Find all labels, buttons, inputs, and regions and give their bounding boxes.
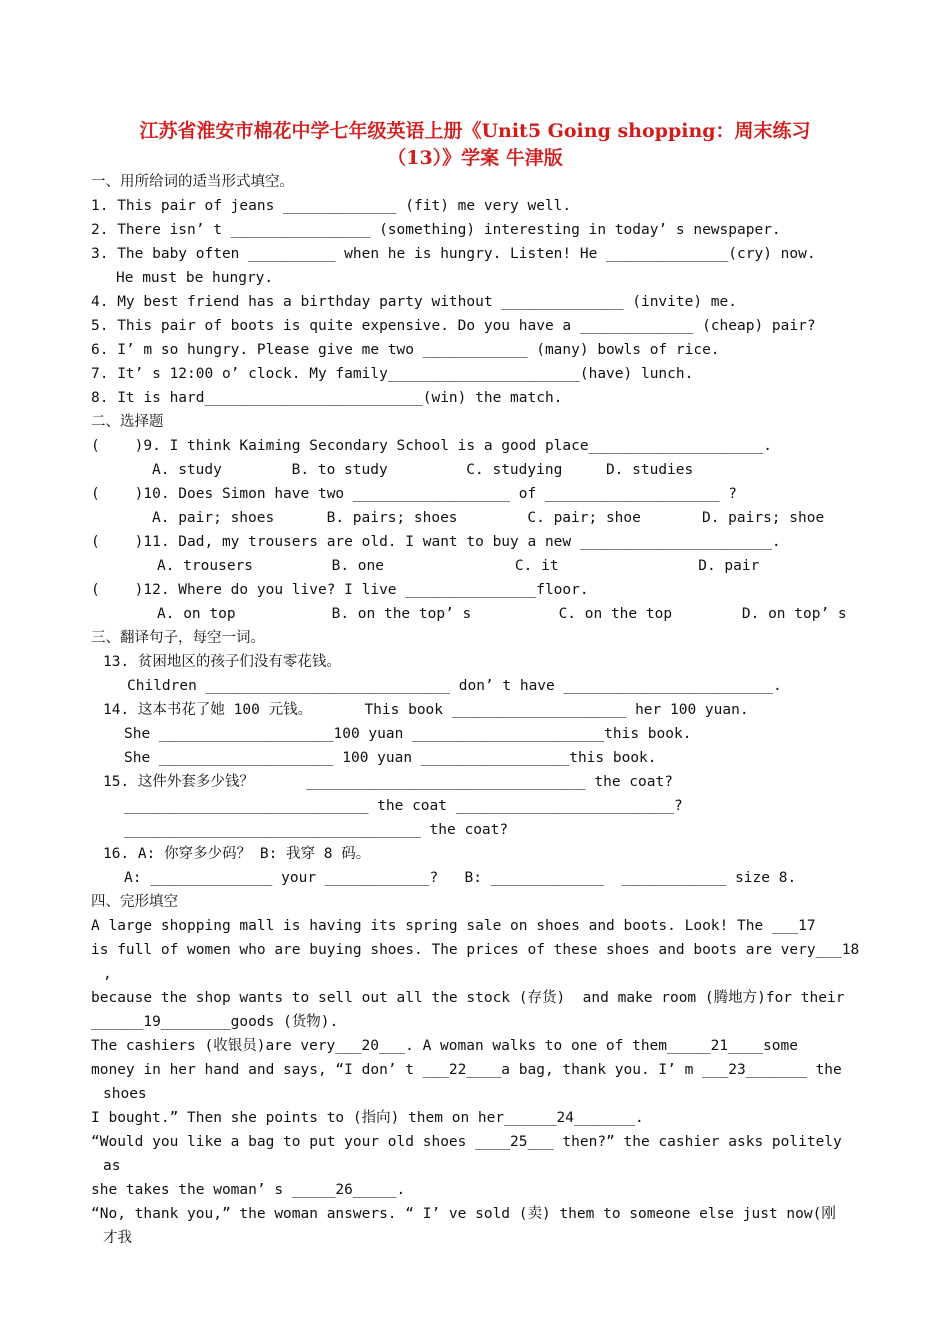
text-line: 4. My best friend has a birthday party without ______________ (invite) me. xyxy=(91,294,738,310)
text-line: 三、翻译句子，每空一词。 xyxy=(91,630,265,646)
text-line: 8. It is hard_________________________(win) the match. xyxy=(91,390,563,406)
text-line: “No, thank you,” the woman answers. “ I’ ve sold (卖) them to someone else just now(刚 xyxy=(91,1206,836,1222)
text-line: A large shopping mall is having its spring sale on shoes and boots. Look! The ___17 xyxy=(91,918,816,934)
text-line: 14. 这本书花了她 100 元钱。 This book ____________________ her 100 yuan. xyxy=(103,702,749,718)
text-line: ( )10. Does Simon have two __________________ of ____________________ ? xyxy=(91,486,738,502)
text-line: 1. This pair of jeans _____________ (fit) me very well. xyxy=(91,198,572,214)
text-line: A. on top B. on the top’ s C. on the top D. on top’ s xyxy=(157,606,847,622)
text-line: ____________________________ the coat _________________________? xyxy=(124,798,683,814)
text-line: She ____________________100 yuan ______________________this book. xyxy=(124,726,692,742)
title-line-2: （13）》学案 牛津版 xyxy=(387,147,563,169)
text-line: is full of women who are buying shoes. The prices of these shoes and boots are very___18 xyxy=(91,942,860,958)
worksheet-title xyxy=(80,118,870,172)
text-line: as xyxy=(103,1158,121,1174)
text-line: The cashiers (收银员)are very___20___. A woman walks to one of them_____21____some xyxy=(91,1038,798,1054)
text-line: __________________________________ the coat? xyxy=(124,822,509,838)
text-line: 7. It’ s 12:00 o’ clock. My family______________________(have) lunch. xyxy=(91,366,694,382)
text-line: 5. This pair of boots is quite expensive. Do you have a _____________ (cheap) pair? xyxy=(91,318,816,334)
text-line: A: ______________ your ____________? B: _____________ ____________ size 8. xyxy=(124,870,797,886)
text-line: , xyxy=(103,966,112,982)
text-line: 3. The baby often __________ when he is hungry. Listen! He ______________(cry) now. xyxy=(91,246,816,262)
text-line: “Would you like a bag to put your old shoes ____25___ then?” the cashier asks politely xyxy=(91,1134,842,1150)
text-line: 13. 贫困地区的孩子们没有零花钱。 xyxy=(103,654,341,670)
text-line: 四、完形填空 xyxy=(91,894,178,910)
text-line: He must be hungry. xyxy=(116,270,274,286)
text-line: ______19________goods (货物). xyxy=(91,1014,339,1030)
text-line: She ____________________ 100 yuan _________________this book. xyxy=(124,750,657,766)
text-line: 16. A: 你穿多少码？ B: 我穿 8 码。 xyxy=(103,846,371,862)
text-line: shoes xyxy=(103,1086,147,1102)
text-line: 二、选择题 xyxy=(91,414,164,430)
text-line: ( )11. Dad, my trousers are old. I want to buy a new ______________________. xyxy=(91,534,781,550)
text-line: 才我 xyxy=(103,1230,132,1246)
text-line: A. pair; shoes B. pairs; shoes C. pair; shoe D. pairs; shoe xyxy=(152,510,825,526)
text-line: money in her hand and says, “I don’ t ___22____a bag, thank you. I’ m ___23_______ the xyxy=(91,1062,842,1078)
text-line: she takes the woman’ s _____26_____. xyxy=(91,1182,406,1198)
text-line: ( )9. I think Kaiming Secondary School is a good place____________________. xyxy=(91,438,772,454)
text-line: 6. I’ m so hungry. Please give me two ____________ (many) bowls of rice. xyxy=(91,342,720,358)
title-line-1: 江苏省淮安市棉花中学七年级英语上册《Unit5 Going shopping：周末练习 xyxy=(139,120,811,142)
text-line: 2. There isn’ t ________________ (something) interesting in today’ s newspaper. xyxy=(91,222,781,238)
text-line: A. trousers B. one C. it D. pair xyxy=(157,558,760,574)
text-line: A. study B. to study C. studying D. studies xyxy=(152,462,694,478)
text-line: Children ____________________________ don’ t have ________________________. xyxy=(127,678,782,694)
text-line: 15. 这件外套多少钱？ ________________________________ the coat? xyxy=(103,774,673,790)
text-line: I bought.” Then she points to (指向) them on her______24_______. xyxy=(91,1110,644,1126)
text-line: because the shop wants to sell out all the stock (存货) and make room (腾地方)for their xyxy=(91,990,845,1006)
text-line: ( )12. Where do you live? I live _______________floor. xyxy=(91,582,589,598)
text-line: 一、用所给词的适当形式填空。 xyxy=(91,174,294,190)
